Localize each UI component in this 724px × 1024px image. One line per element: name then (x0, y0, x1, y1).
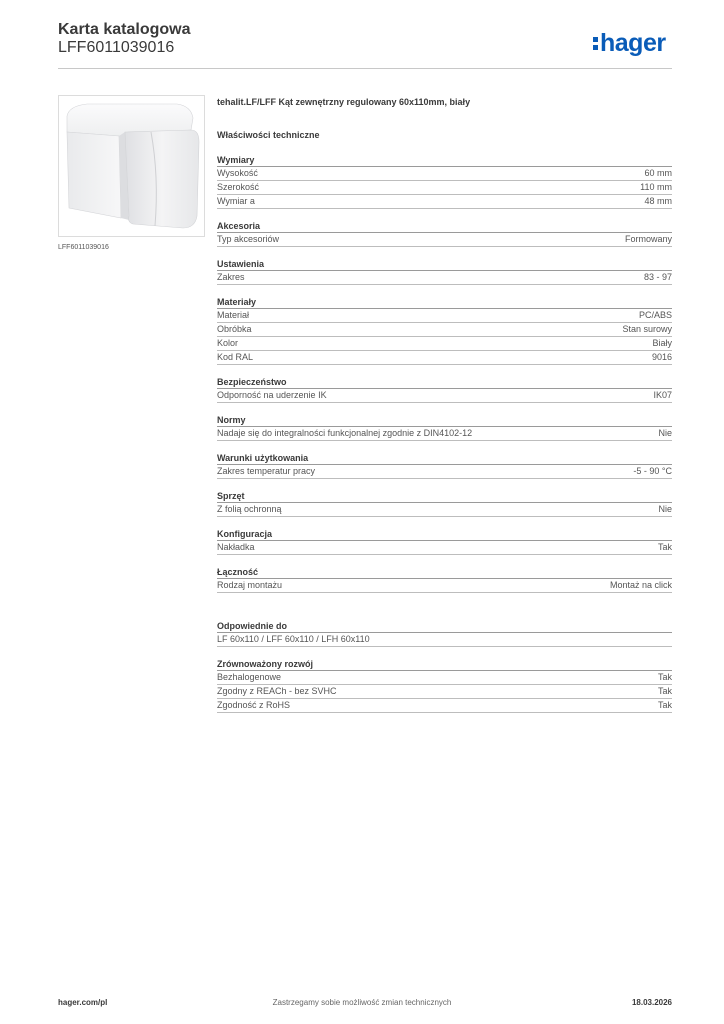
properties-heading: Właściwości techniczne (217, 130, 320, 140)
spec-value: Nie (658, 504, 672, 514)
spec-label: LF 60x110 / LFF 60x110 / LFH 60x110 (217, 634, 370, 644)
section-title: Wymiary (217, 154, 672, 167)
section-warunki-uzytkowania (217, 452, 672, 479)
corner-piece-icon (59, 96, 204, 236)
spec-value: Tak (657, 686, 672, 696)
section-odpowiednie-do (217, 620, 672, 647)
spec-value: Tak (657, 542, 672, 552)
spec-row (217, 633, 672, 647)
spec-label: Odporność na uderzenie IK (217, 390, 327, 400)
spec-label: Zgodny z REACh - bez SVHC (217, 686, 337, 696)
spec-label: Szerokość (217, 182, 260, 192)
spec-label: Materiał (217, 310, 250, 320)
section-bezpieczenstwo (217, 376, 672, 403)
section-ustawienia (217, 258, 672, 285)
document-code: LFF6011039016 (58, 39, 175, 56)
spec-label: Nakładka (217, 542, 255, 552)
section-konfiguracja (217, 528, 672, 555)
product-title: tehalit.LF/LFF Kąt zewnętrzny regulowany 60x110mm, biały (217, 97, 471, 107)
spec-value: 83 - 97 (643, 272, 672, 282)
spec-row (217, 427, 672, 441)
section-wymiary (217, 154, 672, 209)
section-title: Łączność (217, 566, 672, 579)
spec-value: 60 mm (644, 168, 672, 178)
section-lacznosc (217, 566, 672, 593)
spec-row (217, 337, 672, 351)
spec-value: Formowany (624, 234, 672, 244)
spec-label: Zgodność z RoHS (217, 700, 291, 710)
spec-row (217, 309, 672, 323)
spec-row (217, 195, 672, 209)
hager-logo (593, 29, 666, 58)
spec-label: Nadaje się do integralności funkcjonalnej zgodnie z DIN4102-12 (217, 428, 473, 438)
footer-website: hager.com/pl (58, 998, 108, 1007)
section-title: Bezpieczeństwo (217, 376, 672, 389)
spec-value: Biały (652, 338, 672, 348)
spec-row (217, 465, 672, 479)
logo-text: hager (600, 29, 666, 57)
spec-value: -5 - 90 °C (633, 466, 672, 476)
section-title: Odpowiednie do (217, 620, 672, 633)
section-title: Konfiguracja (217, 528, 672, 541)
spec-row (217, 503, 672, 517)
spec-value: 48 mm (644, 196, 672, 206)
spec-value: Stan surowy (622, 324, 672, 334)
section-title: Normy (217, 414, 672, 427)
spec-row (217, 167, 672, 181)
spec-label: Zakres (217, 272, 245, 282)
spec-label: Kod RAL (217, 352, 254, 362)
header-divider (58, 68, 672, 69)
spec-label: Typ akcesoriów (217, 234, 280, 244)
spec-label: Bezhalogenowe (217, 672, 282, 682)
document-title: Karta katalogowa (58, 21, 191, 38)
spec-row (217, 271, 672, 285)
spec-label: Rodzaj montażu (217, 580, 283, 590)
spec-value: Nie (658, 428, 672, 438)
logo-dots-icon (593, 33, 599, 53)
spec-row (217, 699, 672, 713)
section-materialy (217, 296, 672, 365)
section-title: Akcesoria (217, 220, 672, 233)
product-image (58, 95, 205, 237)
spec-row (217, 233, 672, 247)
section-title: Zrównoważony rozwój (217, 658, 672, 671)
footer-disclaimer: Zastrzegamy sobie możliwość zmian technicznych (272, 998, 452, 1007)
section-title: Sprzęt (217, 490, 672, 503)
section-title: Materiały (217, 296, 672, 309)
image-caption: LFF6011039016 (58, 244, 109, 251)
spec-row (217, 323, 672, 337)
spec-value: IK07 (653, 390, 672, 400)
spec-row (217, 389, 672, 403)
spec-value: 9016 (651, 352, 672, 362)
section-normy (217, 414, 672, 441)
spec-label: Wymiar a (217, 196, 255, 206)
section-title: Ustawienia (217, 258, 672, 271)
section-zrownowazony-rozwoj (217, 658, 672, 713)
spec-value: PC/ABS (638, 310, 672, 320)
spec-label: Kolor (217, 338, 239, 348)
spec-label: Zakres temperatur pracy (217, 466, 316, 476)
spec-row (217, 351, 672, 365)
spec-label: Wysokość (217, 168, 258, 178)
spec-row (217, 579, 672, 593)
section-title: Warunki użytkowania (217, 452, 672, 465)
section-sprzet (217, 490, 672, 517)
spec-value: Montaż na click (609, 580, 672, 590)
footer-date: 18.03.2026 (631, 998, 672, 1007)
section-akcesoria (217, 220, 672, 247)
spec-row (217, 181, 672, 195)
spec-row (217, 671, 672, 685)
spec-label: Z folią ochronną (217, 504, 282, 514)
spec-row (217, 685, 672, 699)
spec-label: Obróbka (217, 324, 252, 334)
spec-content (217, 96, 672, 713)
spec-row (217, 541, 672, 555)
spec-value: Tak (657, 672, 672, 682)
spec-value: Tak (657, 700, 672, 710)
spec-value: 110 mm (640, 182, 672, 192)
